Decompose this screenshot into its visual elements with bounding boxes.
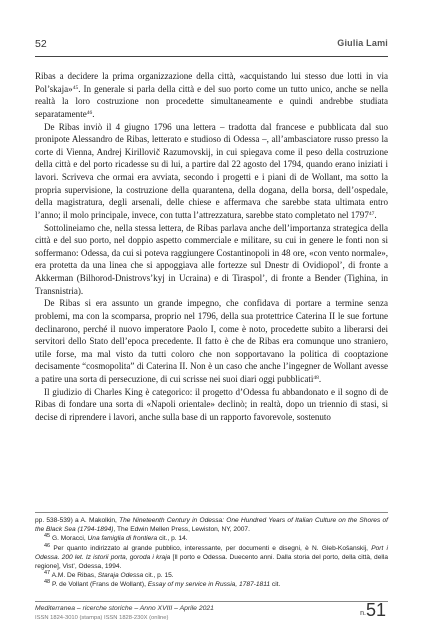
paragraph-1: Ribas a decidere la prima organizzazione della città, «acquistando lui stesso due lotti in via Pol’skaja»$^{45}$. In generale si parla della città e del suo porto come un tutto unico, anche se nella realtà la loro costruzione non procedette simultaneamente e quindi andrebbe studiata separatamente$^{46}$.	[35, 71, 388, 119]
running-author: Giulia Lami	[337, 38, 388, 48]
header-rule	[35, 56, 388, 57]
footnote-ref-45[interactable]: 45	[72, 84, 79, 91]
paragraph-4: De Ribas si era assunto un grande impegno, che confidava di portare a termine senza problemi, ma con la scomparsa, proprio nel 1796, della sua protettrice Caterina II le sue fortune declinarono, perché il nuovo imperatore Paolo I, come è noto, procedette subito a liberarsi dei servitori dello Stato dell’epoca precedente. Il fatto è che de Ribas era comunque uno straniero, utile forse, ma mal visto da tutti coloro che non sopportavano la politica di cooptazione decisamente “cosmopolita” di Caterina II. Non è un caso che anche l’ingegner de Wollant avesse a patire una sorta di persecuzione, di cui scrisse nei suoi diari oggi pubblicati$^{48}$.	[35, 298, 388, 384]
footnote-ref-46[interactable]: 46	[86, 109, 93, 116]
footnote-ref-47[interactable]: 47	[368, 210, 375, 217]
paragraph-3: Sottolineiamo che, nella stessa lettera, de Ribas parlava anche dell’importanza strategica della città e del suo porto, nel doppio aspetto commerciale e militare, su cui in genere le fonti non si soffermano: Odessa, da cui si poteva raggiungere Costantinopoli in 48 ore, «con vento normale», era protetta da una linea che si appoggiava alle fortezze sul Dnestr di Ovidiopol’, di fronte a Akkerman (Bilhorod-Dnistrovs’kyj in Ucraina) e di Tiraspol’, di fronte a Bender (Tighina, in Transnistria).	[35, 222, 388, 296]
footnote-45: $^{45}$ G. Moracci, Una famiglia di frontiera cit., p. 14.	[44, 533, 188, 543]
footnote-47: $^{47}$ A.M. De Ribas, Staraja Odessa cit., p. 15.	[44, 570, 174, 580]
paragraph-5: Il giudizio di Charles King è categorico: il progetto d’Odessa fu abbandonato e il sogno di de Ribas di fondare una sorta di «Napoli orientale» declinò; in realtà, dopo un triennio di stasi, si decise di riprendere i lavori, anche sulla base di un rapporto favorevole, sostenuto	[35, 386, 388, 422]
running-page-number: 52	[35, 38, 47, 50]
footer-rule	[35, 601, 388, 602]
journal-title: Mediterranea – ricerche storiche – Anno XVIII – Aprile 2021	[35, 605, 214, 612]
footnote-48: $^{48}$ P. de Vollant (Frans de Wollant), Essay of my service in Russia, 1787-1811 cit.	[44, 579, 281, 589]
body-text	[35, 70, 388, 424]
footnote-separator	[35, 512, 388, 513]
issue-number: n.51	[360, 600, 386, 620]
footnote-46: $^{46}$ Per quanto indirizzato al grande pubblico, interessante, per documenti e disegni, è N. Gleb-Košanskij, Port i Odessa. 200 let. Iz istorii porta, goroda i kraja [Il porto e Odessa. Duecento anni. Dalla storia del porto, della città, della regione], Vist’, Odessa, 1994.	[35, 542, 389, 571]
footnote-ref-48[interactable]: 48	[313, 375, 319, 381]
footnotes	[35, 516, 388, 590]
issn-line: ISSN 1824-3010 (stampa) ISSN 1828-230X (online)	[35, 615, 169, 621]
footnote-continuation: pp. 538-539) a A. Makolkin, The Nineteenth Century in Odessa: One Hundred Years of Italian Culture on the Shores of the Black Sea (1794-1894), The Edwin Mellen Press, Lewiston, NY, 2007.	[35, 517, 388, 534]
paragraph-2: De Ribas inviò il 4 giugno 1796 una lettera – tradotta dal francese e pubblicata dal suo pronipote Alessandro de Ribas, letterato e studioso di Odessa –, all’ambasciatore russo presso la corte di Vienna, Andrej Kirillovič Razumovskij, in cui spiegava come il peso della costruzione della città e del porto ricadesse su di lui, a partire dal 22 agosto del 1794, quando erano iniziati i lavori. Scriveva che ormai era avviata, secondo i progetti e i piani di de Wollant, ma sotto la propria supervisione, la costruzione della quarantena, della dogana, della borsa, dell’ospedale, della magistratura, degli arsenali, delle chiese e affermava che sarebbe stata ultimata entro l’anno; il molo principale, invece, con tutta l’attrezzatura, sarebbe stato completato nel 1797$^{47}$.	[35, 121, 388, 220]
